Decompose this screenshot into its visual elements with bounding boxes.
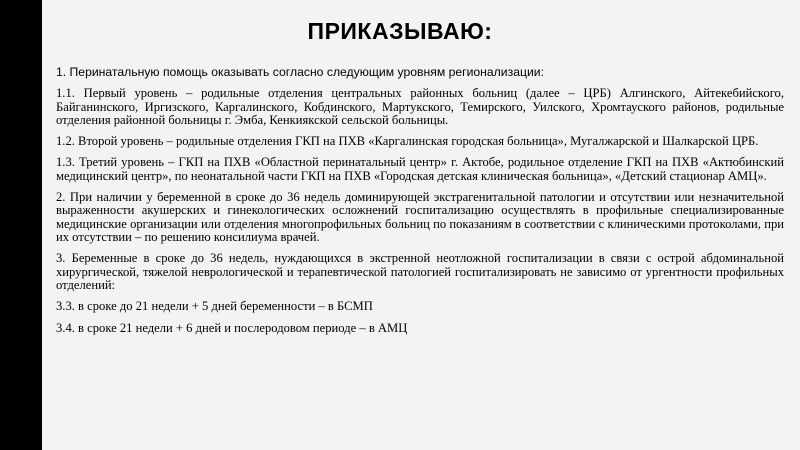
left-accent-bar: [0, 0, 42, 450]
paragraph-1-1: 1.1. Первый уровень – родильные отделения центральных районных больниц (далее – ЦРБ) Алгинского, Айтекебийского, Байганинского, Иргизского, Каргалинского, Кобдинского, Мартукского, Темирского, Уилского, Хромтауского районов, родильные отделения районной больницы г. Эмба, Кенкиякской сельской больницы.: [56, 86, 784, 128]
slide-title: ПРИКАЗЫВАЮ:: [307, 18, 493, 44]
paragraph-3-4: 3.4. в сроке 21 недели + 6 дней и послеродовом периоде – в АМЦ: [56, 320, 408, 335]
slide-body: [56, 66, 784, 343]
paragraph-1: 1. Перинатальную помощь оказывать согласно следующим уровням регионализации:: [56, 65, 544, 79]
paragraph-3-3: 3.3. в сроке до 21 недели + 5 дней беременности – в БСМП: [56, 299, 373, 314]
paragraph-1-2: 1.2. Второй уровень – родильные отделения ГКП на ПХВ «Каргалинская городская больница», Мугалжарской и Шалкарской ЦРБ.: [56, 134, 759, 149]
paragraph-2: 2. При наличии у беременной в сроке до 36 недель доминирующей экстрагенитальной патологии и отсутствии или незначительной выраженности акушерских и гинекологических осложнений госпитализацию осуществлять в профильные специализированные медицинские организации или отделения многопрофильных больниц по показаниям в соответствии с клиническими протоколами, при их отсутствии – по решению консилиума врачей.: [56, 190, 784, 245]
paragraph-1-3: 1.3. Третий уровень – ГКП на ПХВ «Областной перинатальный центр» г. Актобе, родильное отделение ГКП на ПХВ «Актюбинский медицинский центр», по неонатальной части ГКП на ПХВ «Городская детская клиническая больница», «Детский стационар АМЦ».: [56, 155, 784, 183]
paragraph-3: 3. Беременные в сроке до 36 недель, нуждающихся в экстренной неотложной госпитализации в связи с острой абдоминальной хирургической, тяжелой неврологической и терапевтической патологией госпитализировать не зависимо от ургентности профильных отделений:: [56, 251, 784, 293]
